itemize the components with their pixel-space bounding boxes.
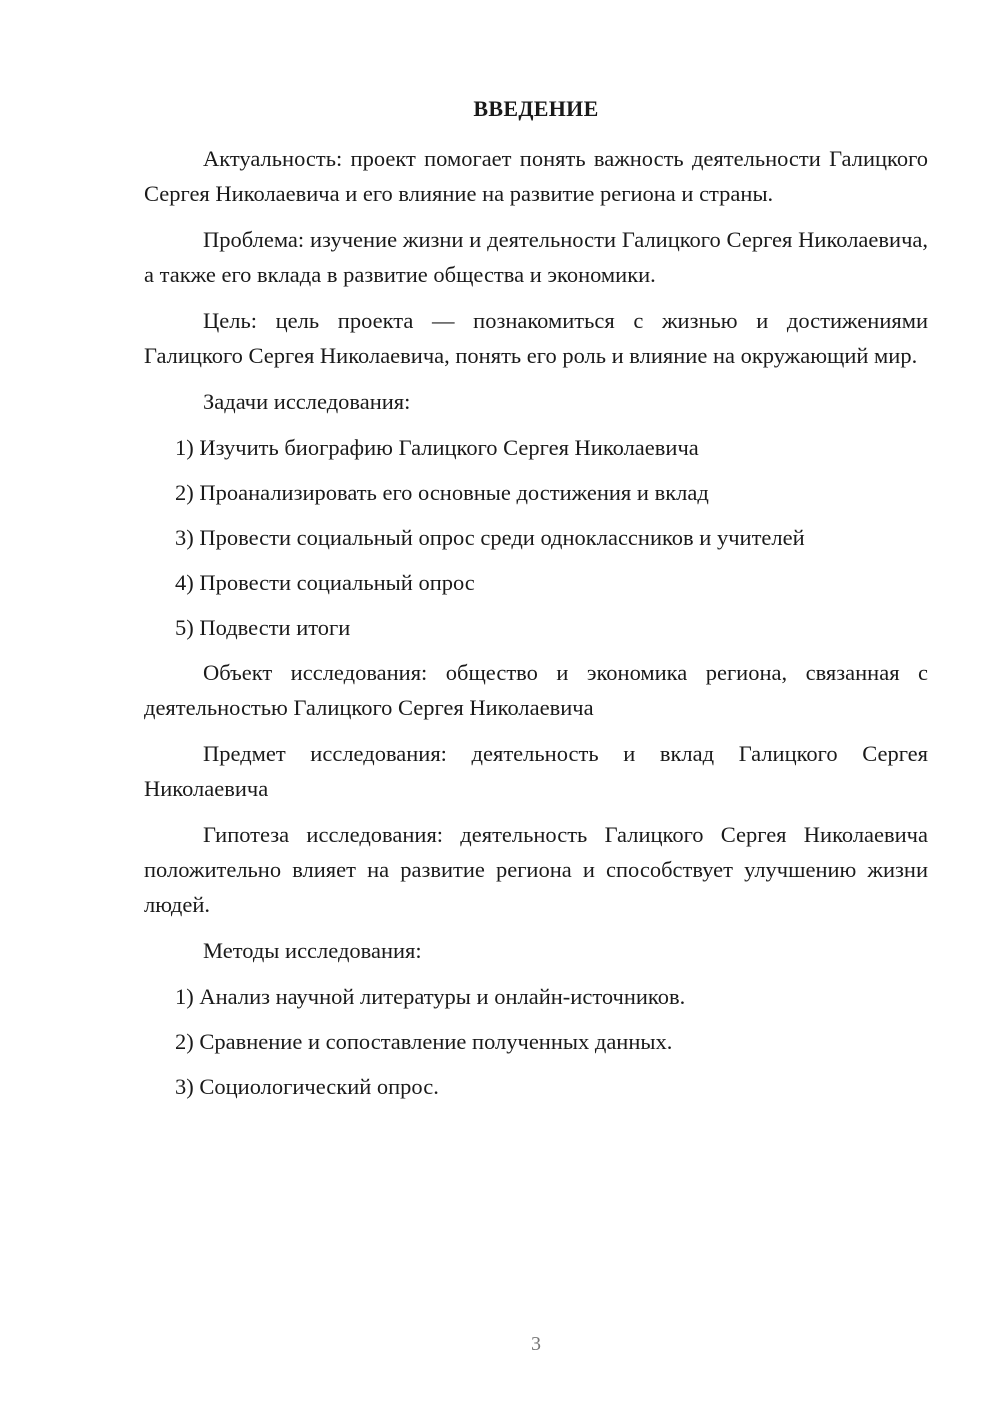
list-item: 4) Провести социальный опрос <box>175 570 475 595</box>
subject-paragraph: Предмет исследования: деятельность и вклад Галицкого Сергея Николаевича <box>144 741 928 801</box>
goal-paragraph: Цель: цель проекта — познакомиться с жизнью и достижениями Галицкого Сергея Николаевича, понять его роль и влияние на окружающий мир. <box>144 308 928 368</box>
hypothesis-paragraph: Гипотеза исследования: деятельность Галицкого Сергея Николаевича положительно влияет на развитие региона и способствует улучшению жизни людей. <box>144 822 928 917</box>
document-body <box>144 141 928 1114</box>
list-item: 3) Провести социальный опрос среди одноклассников и учителей <box>175 525 805 550</box>
list-item: 1) Изучить биографию Галицкого Сергея Николаевича <box>175 435 699 460</box>
list-item: 2) Сравнение и сопоставление полученных данных. <box>175 1029 673 1054</box>
list-item: 1) Анализ научной литературы и онлайн-источников. <box>175 984 686 1009</box>
object-paragraph: Объект исследования: общество и экономика региона, связанная с деятельностью Галицкого Сергея Николаевича <box>144 660 928 720</box>
tasks-label: Задачи исследования: <box>203 389 411 414</box>
relevance-paragraph: Актуальность: проект помогает понять важность деятельности Галицкого Сергея Николаевича и его влияние на развитие региона и страны. <box>144 146 928 206</box>
page-title: ВВЕДЕНИЕ <box>473 96 599 121</box>
problem-paragraph: Проблема: изучение жизни и деятельности Галицкого Сергея Николаевича, а также его вклада в развитие общества и экономики. <box>144 227 928 287</box>
list-item: 5) Подвести итоги <box>175 615 351 640</box>
methods-label: Методы исследования: <box>203 938 422 963</box>
methods-list <box>144 979 928 1104</box>
tasks-list <box>144 430 928 645</box>
list-item: 2) Проанализировать его основные достижения и вклад <box>175 480 709 505</box>
page-number: 3 <box>531 1333 541 1355</box>
list-item: 3) Социологический опрос. <box>175 1074 439 1099</box>
